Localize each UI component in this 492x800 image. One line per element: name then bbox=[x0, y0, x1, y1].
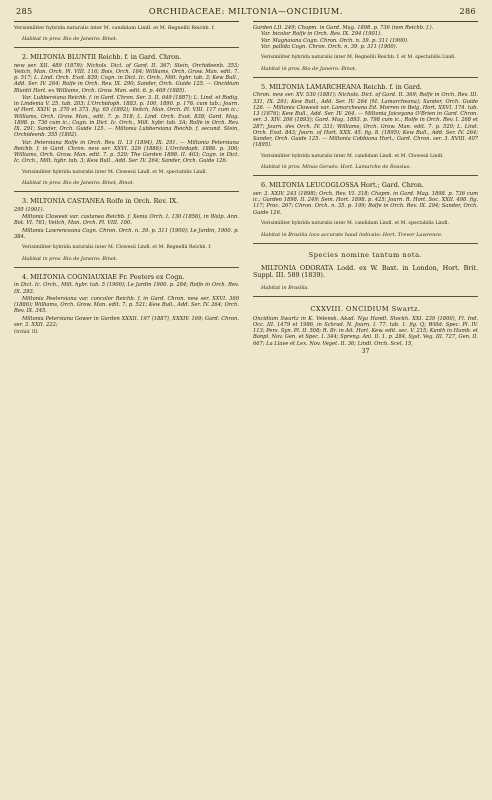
entry-4-body: in Dict. Ic. Orch., Milt. hybr. tab. 5 (1900); Le Jardin 1900. p. 284; Rolfe in Orch. Rev. IX. 293. bbox=[14, 282, 239, 295]
variety-bicolor: Var. bicolor Rolfe in Orch. Rev. IX. 294 (1901). bbox=[261, 31, 382, 38]
entry-2-note: Verisimiliter hybrida naturalis inter M. Clowesii Lindl. et M. spectabilis Lindl. bbox=[22, 169, 207, 175]
entry-6-heading: 6. MILTONIA LEUCOGLOSSA Hort.; Gard. Chron. bbox=[261, 181, 424, 190]
separator bbox=[253, 77, 478, 78]
separator bbox=[253, 243, 478, 244]
two-column-body bbox=[14, 21, 478, 355]
entry-4-synonym-1: Miltonia Peetersiana var. concolor Reichb. f. in Gard. Chron. new ser. XXVI. 360 (1886); Williams, Orch. Grow. Man. edit. 7. p. 521; Kew Bull., Add. Ser. IV. 264; Orch. Rev. IX. 345. bbox=[14, 295, 239, 315]
genus-heading: CXXVIII. ONCIDIUM Swartz. bbox=[310, 304, 421, 313]
entry-3-synonym-2: Miltonia Lawrenceana Cogn. Chron. Orch. n. 39. p. 311 (1900); Le Jardin, 1900. p. 384. bbox=[14, 227, 239, 240]
intro-note: Verisimiliter hybrida naturalis inter M. candidam Lindl. et M. Regnellii Reichb. f. bbox=[14, 25, 215, 31]
entry-5-habitat: Habitat in prov. Minas Geraës: Hort. Lamarche de Rossius. bbox=[261, 164, 411, 171]
separator bbox=[253, 296, 478, 297]
running-title: ORCHIDACEAE: MILTONIA—ONCIDIUM. bbox=[148, 6, 344, 16]
variety-magnaiana: Var. Magnaiana Cogn. Chron. Orch. n. 39. p. 311 (1900). bbox=[261, 37, 409, 44]
separator bbox=[14, 47, 239, 48]
entry-3-body: 295 (1901). bbox=[14, 206, 45, 213]
separator bbox=[14, 267, 239, 268]
entry-3-heading: 3. MILTONIA CASTANEA Rolfe in Orch. Rev. IX. bbox=[22, 197, 179, 206]
left-column bbox=[14, 21, 239, 355]
variety-pallida: Var. pallida Cogn. Chron. Orch. n. 39. p. 311 (1900). bbox=[261, 43, 398, 50]
right-column bbox=[253, 21, 478, 355]
separator bbox=[14, 191, 239, 192]
right-page-number: 286 bbox=[459, 6, 476, 16]
entry-2-body: new ser. XII. 489 (1879); Nichols. Dict. of Gard. II. 367; Stein, Orchideenb. 353; Veitch, Man. Orch. Pl. VIII. 116; Bois, Orch. 164; Williams, Orch. Grow. Man. edit. 7. p. 517; L. Lind. Orch. Exot. 839; Cogn. in Dict. Ic. Orch., Milt. hybr. tab. 3; Kew Bull., Add. Ser. IV. 264; Rolfe in Orch. Rev. IX. 290; Sander, Orch. Guide 125. — Oncidium Bluntii Hort. ex Williams, Orch. Grow. Man. edit. 6. p. 469 (1885). bbox=[14, 62, 239, 94]
entry-2-heading: 2. MILTONIA BLUNTII Reichb. f. in Gard. Chron. bbox=[22, 53, 182, 62]
entry-5-note: Verisimiliter hybrida naturalis inter M. candidam Lindl. et M. Clowesii Lindl. bbox=[261, 153, 444, 159]
entry-2-variety-lubbersiana: Var. Lubbersiana Reichb. f. in Gard. Chron. Ser. 3. II. 649 (1887); L. Lind. et Rodig. in Lindenia V. 25. tab. 203; L'Orchidoph. 1883. p. 100, 1890. p. 176. cum tab.; Journ. of Hort. XXIV. p. 370 et 373. fig. 65 (1892); Veitch, Man. Orch. Pl. VIII. 117 cum ic.; Williams, Orch. Grow. Man., edit. 7. p. 518; L. Lind. Orch. Exot. 838; Gard. Mag. 1898. p. 736 cum ic.; Cogn. in Dict. Ic. Orch., Milt. hybr. tab. 3A; Rolfe in Orch. Rev. IX. 291; Sander, Orch. Guide 125. — Miltonia Lubbersiana Reichb. f. secund. Stein, Orchideenb. 355 (1892). bbox=[14, 94, 239, 139]
odorata-habitat: Habitat in Brasilia. bbox=[261, 284, 310, 291]
intro-habitat: Habitat in prov. Rio de Janeiro: Binot. bbox=[22, 36, 118, 43]
entry-3-synonym-1: Miltonia Clowesii var. castanea Reichb. f. Xenia Orch. I. 130 (1856), in Walp. Ann. Bot. VI. 761; Veitch, Man. Orch. Pl. VIII. 100. bbox=[14, 214, 239, 227]
continued-text: Garden LII. 249; Chapm. in Gard. Mag. 1898. p. 736 (non Reichb. f.). bbox=[253, 25, 434, 31]
entry-4-synonym-2: Miltonia Petersiana Gower in Garden XXXII. 197 (1887), XXXIV. 169; Gard. Chron. ser. 3. XXII. 222; bbox=[14, 315, 239, 328]
left-page-number: 285 bbox=[16, 6, 33, 16]
signature-mark: Orchid. III. bbox=[14, 330, 39, 336]
section-heading: Species nomine tantum nota. bbox=[308, 250, 423, 259]
entry-6-habitat: Habitat in Brasilia loco accurate haud indicato: Hort. Trevor Lawrence. bbox=[261, 231, 443, 238]
entry-3-habitat: Habitat in prov. Rio de Janeiro: Binot. bbox=[22, 255, 118, 262]
entry-5-heading: 5. MILTONIA LAMARCHEANA Reichb. f. in Gard. bbox=[261, 82, 422, 91]
entry-5-body: Chron. new ser. XV. 530 (1881); Nichols. Dict. of Gard. II. 369; Rolfe in Orch. Rev. III. 331, IX. 291; Kew Bull., Add. Ser. IV. 264 (M. Lamarcheana); Sander, Orch. Guide 126. — Miltonia Clowesii var. Lamarcheana Ed. Morren in Belg. Hort. XXVI. 174. tab. 13 (1876); Kew Bull., Add. Ser. IV. 264. — Miltonia Joiceyana O'Brien in Gard. Chron. ser. 3. XIV. 206 (1893); Gard. Mag. 1893. p. 798 cum ic.; Rolfe in Orch. Rev. I. 268 et 287; Journ. des Orch. IV. 331; Williams, Orch. Grow. Man. edit. 7. p. 520; L. Lind. Orch. Exot. 843; Journ. of Hort. XXX. 45. fig. 8. (1895); Kew Bull., Add. Ser. IV. 264; Sander, Orch. Guide 125. — Miltonia Cobbiana Hort.; Gard. Chron. ser. 3. XVIII. 407 (1895). bbox=[253, 92, 478, 149]
entry-4-heading: 4. MILTONIA COGNIAUXIAE Fr. Peeters ex Cogn. bbox=[22, 272, 185, 281]
entry-6-body: ser. 3. XXIV. 243 (1898); Orch. Rev. VI. 318; Chapm. in Gard. Mag. 1898. p. 736 cum ic.; Garden 1898. II. 249; Sem. Hort. 1898. p. 425; Journ. R. Hort. Soc. XXII. 498. fig. 117; Proc. 267; Chron. Orch. n. 35. p. 199; Rolfe in Orch. Rev. IX. 294; Sander, Orch. Guide 126. bbox=[253, 190, 478, 216]
odorata-entry: MILTONIA ODORATA Lodd. ex W. Baxt. in London, Hort. Brit. Suppl. III. 589 (1839). bbox=[253, 263, 478, 280]
habitat-1: Habitat in prov. Rio de Janeiro: Binot. bbox=[261, 65, 357, 72]
top-rule bbox=[14, 21, 239, 22]
entry-6-note: Verisimiliter hybrida naturalis inter M. candidam Lindl. et M. spectabilis Lindl. bbox=[261, 220, 449, 226]
entry-2-variety-petersiana: Var. Petersiana Rolfe in Orch. Rev. II. 13 (1894), IX. 291. — Miltonia Petersiana Reichb. f. in Gard. Chron. new ser. XXVI. 326 (1886); L'Orchidoph. 1886. p. 306; Williams, Orch. Grow. Man. edit. 7. p. 520; The Garden 1898. II. 403; Cogn. in Dict. Ic. Orch., Milt. hybr. tab. 3; Kew Bull., Add. Ser. IV. 264; Sander, Orch. Guide 126. bbox=[14, 139, 239, 165]
note-1: Verisimiliter hybrida naturalis inter M. Regnellii Reichb. f. et M. spectabilis Lindl. bbox=[261, 55, 456, 60]
entry-3-note: Verisimiliter hybrida naturalis inter M. Clowesii Lindl. et M. Regnellii Reichb. f. bbox=[22, 245, 212, 251]
genus-body: Oncidium Swartz in K. Vetensk. Akad. Nya Handl. Stockh. XXI. 239 (1800), Fl. Ind. Occ. III. 1479 et 1986, in Schrad. N. Journ. I. 77. tab. 1. fig. Q; Willd. Spec. Pl. IV. 113; Pers. Syn. Pl. II. 508; R. Br. in Ait. Hort. Kew. edit. sec. V. 215; Kunth in Humb. et Bonpl. Nov. Gen. et Spec. I. 344; Spreng. Anl. II. 1. p. 284, Syst. Veg. III. 727, Gen. II. 667; La Llave et Lex. Nov. Veget. II. 36; Lindl. Orch. Scel. 15, bbox=[253, 315, 478, 347]
sheet-number: 37 bbox=[361, 347, 370, 355]
running-head bbox=[14, 6, 478, 16]
separator bbox=[253, 175, 478, 176]
top-rule bbox=[253, 21, 478, 22]
entry-2-habitat: Habitat in prov. Rio de Janeiro: Binot, Binot. bbox=[22, 180, 135, 187]
